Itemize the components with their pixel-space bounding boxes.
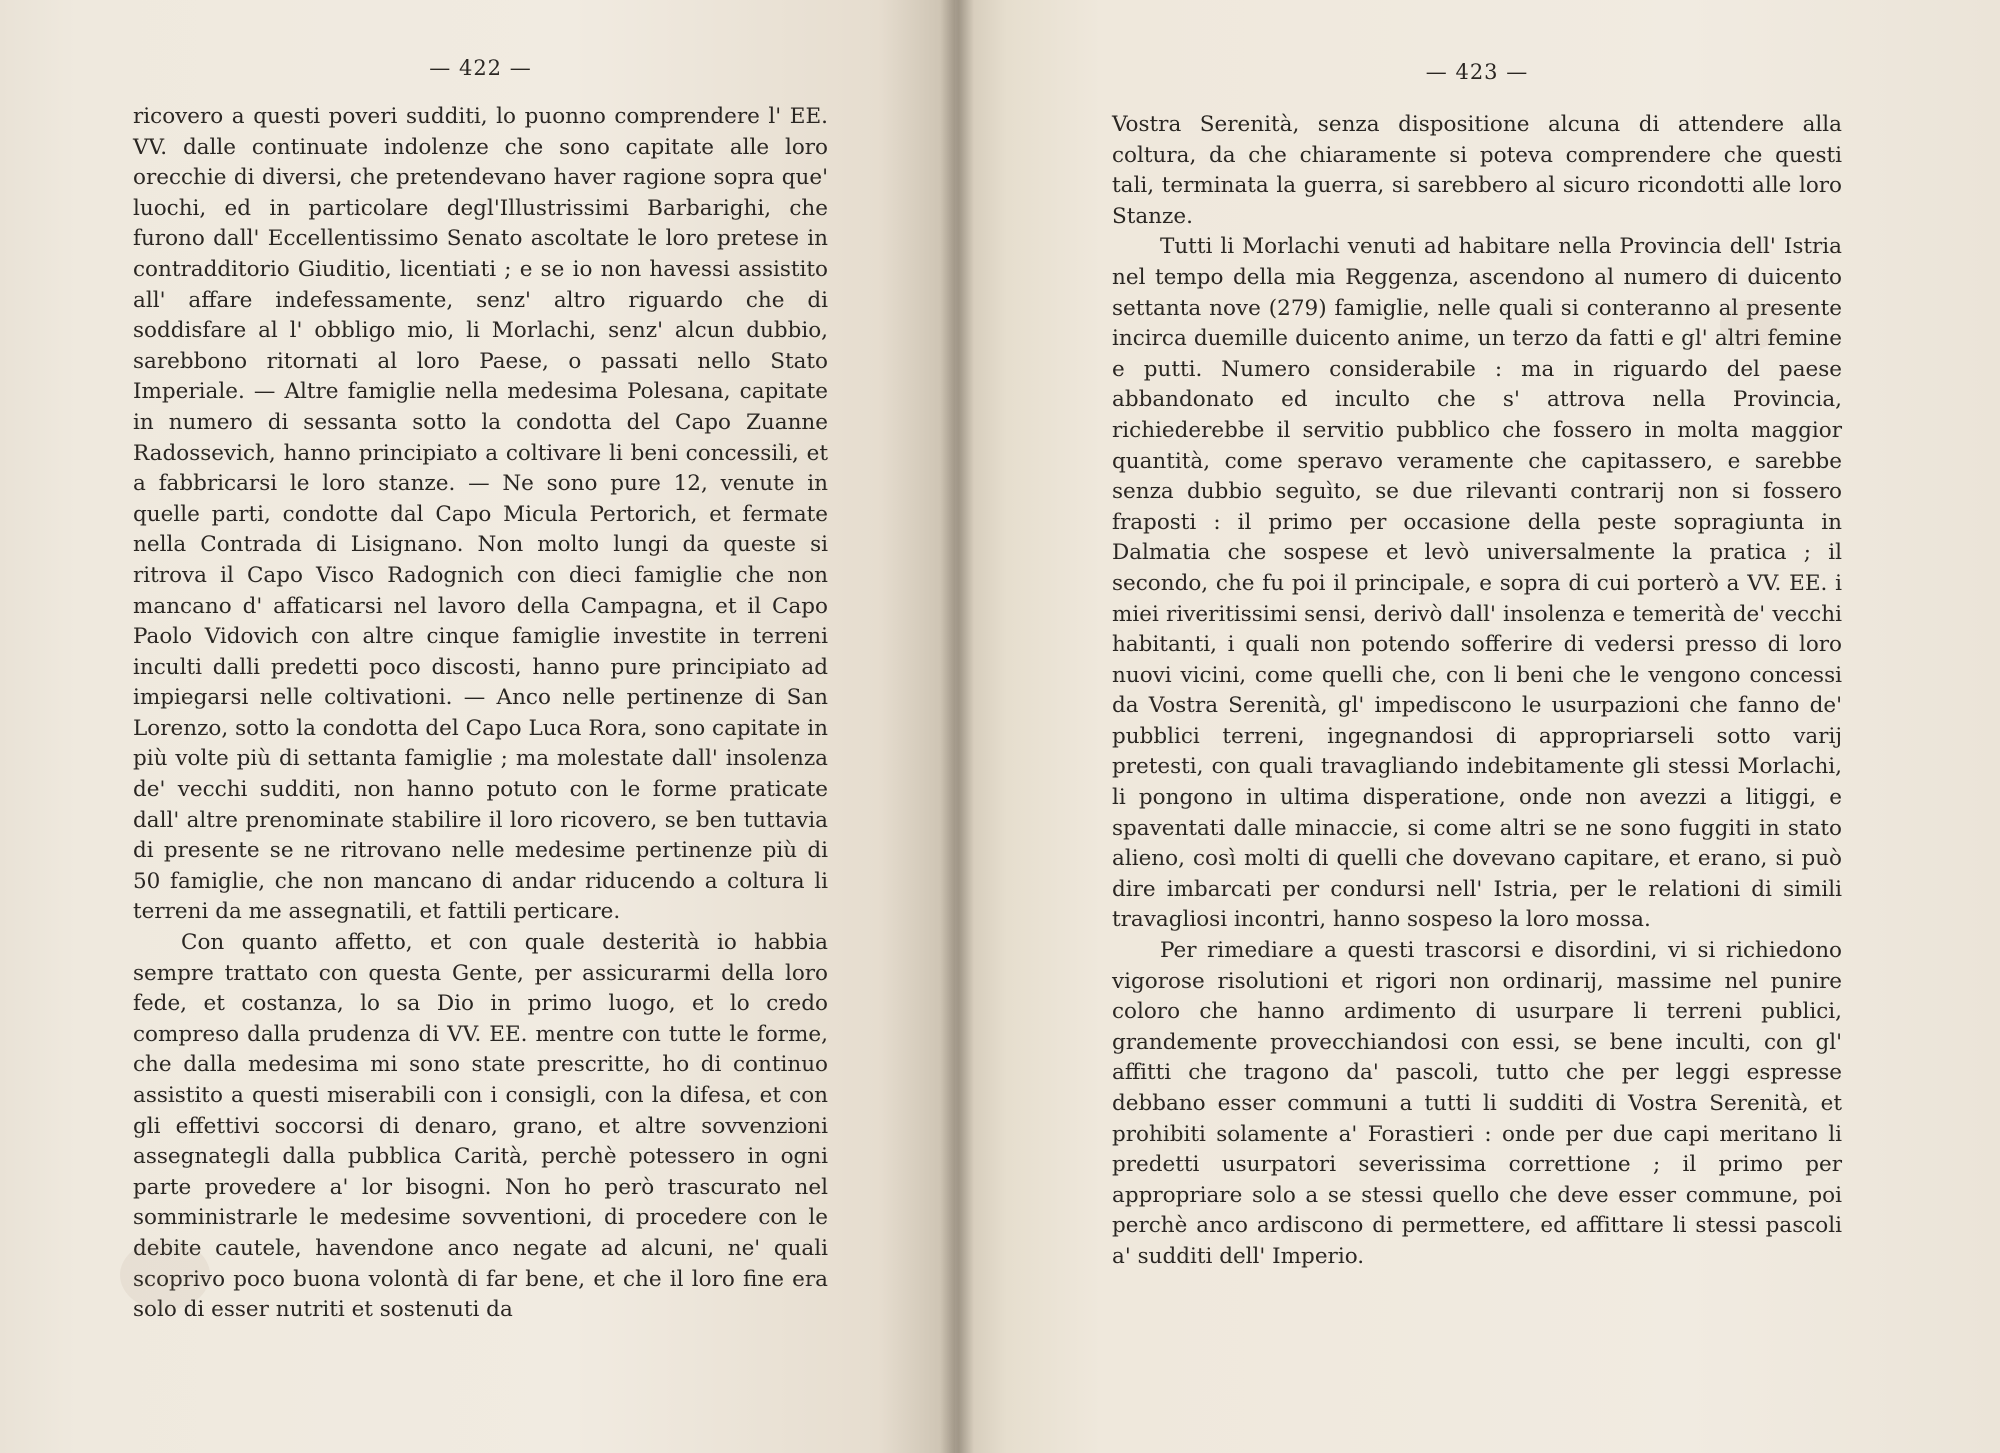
- left-page-text: [133, 102, 828, 1326]
- page-number-left: — 422 —: [429, 56, 532, 80]
- paper-stain: [1720, 300, 1780, 350]
- page-number-right: — 423 —: [1425, 60, 1529, 84]
- paragraph: Con quanto affetto, et con quale desterità io habbia sempre trattato con questa Gente, per assicurarmi della loro fede, et costanza, lo sa Dio in primo luogo, et lo credo compreso dalla prudenza di VV. EE. mentre con tutte le forme, che dalla medesima mi sono state prescritte, ho di continuo assistito a questi miserabili con i consigli, con la difesa, et con gli effettivi soccorsi di denaro, grano, et altre sovvenzioni assegnategli dalla pubblica Carità, perchè potessero in ogni parte provedere a' lor bisogni. Non ho però trascurato nel somministrarle le medesime sovventioni, di procedere con le debite cautele, havendone anco negate ad alcuni, ne' quali scoprivo poco buona volontà di far bene, et che il loro fine era solo di esser nutriti et sostenuti da: [133, 930, 828, 1323]
- paragraph: Per rimediare a questi trascorsi e disordini, vi si richiedono vigorose risolutioni et rigori non ordinarij, massime nel punire coloro che hanno ardimento di usurpare li terreni publici, grandemente provecchiandosi con essi, se bene inculti, con gl' affitti che tragono da' pascoli, tutto che per leggi espresse debbano esser communi a tutti li sudditi di Vostra Serenità, et prohibiti solamente a' Forastieri : onde per due capi meritano li predetti usurpatori severissima correttione ; il primo per appropriare solo a se stessi quello che deve esser commune, poi perchè anco ardiscono di permettere, ed affittare li stessi pascoli a' sudditi dell' Imperio.: [1112, 938, 1842, 1269]
- paragraph: Vostra Serenità, senza dispositione alcuna di attendere alla coltura, da che chiaramente si poteva comprendere che questi tali, terminata la guerra, si sarebbero al sicuro ricondotti alle loro Stanze.: [1112, 112, 1842, 229]
- right-page: [955, 0, 2000, 1453]
- right-page-text: [1112, 110, 1842, 1273]
- paper-stain: [120, 1240, 210, 1310]
- left-page: [0, 0, 955, 1453]
- paragraph: Tutti li Morlachi venuti ad habitare nella Provincia dell' Istria nel tempo della mia Reggenza, ascendono al numero di duicento settanta nove (279) famiglie, nelle quali si conteranno al presente incirca duemille duicento anime, un terzo da fatti e gl' altri femine e putti. Numero considerabile : ma in riguardo del paese abbandonato ed inculto che s' attrova nella Provincia, richiederebbe il servitio pubblico che fossero in molta maggior quantità, come speravo veramente che capitassero, e sarebbe senza dubbio seguìto, se due rilevanti contrarij non si fossero fraposti : il primo per occasione della peste sopragiunta in Dalmatia che sospese et levò universalmente la pratica ; il secondo, che fu poi il principale, e sopra di cui porterò a VV. EE. i miei riveritissimi sensi, derivò dall' insolenza e temerità de' vecchi habitanti, i quali non potendo sofferire di vedersi presso di loro nuovi vicini, come quelli che, con li beni che le vengono concessi da Vostra Serenità, gl' impediscono le usurpazioni che fanno de' pubblici terreni, ingegnandosi di appropriarseli sotto varij pretesti, con quali travagliando indebitamente gli stessi Morlachi, li pongono in ultima disperatione, onde non avezzi a litiggi, e spaventati dalle minaccie, si come altri se ne sono fuggiti in stato alieno, così molti di quelli che dovevano capitare, et erano, si può dire imbarcati per condursi nell' Istria, per le relationi di simili travagliosi incontri, hanno sospeso la loro mossa.: [1112, 234, 1842, 933]
- paragraph: ricovero a questi poveri sudditi, lo puonno comprendere l' EE. VV. dalle continuate indolenze che sono capitate alle loro orecchie di diversi, che pretendevano haver ragione sopra que' luochi, ed in particolare degl'Illustrissimi Barbarighi, che furono dall' Eccellentissimo Senato ascoltate le loro pretese in contradditorio Giuditio, licentiati ; e se io non havessi assistito all' affare indefessamente, senz' altro riguardo che di soddisfare al l' obbligo mio, li Morlachi, senz' alcun dubbio, sarebbono ritornati al loro Paese, o passati nello Stato Imperiale. — Altre famiglie nella medesima Polesana, capitate in numero di sessanta sotto la condotta del Capo Zuanne Radossevich, hanno principiato a coltivare li beni concessili, et a fabbricarsi le loro stanze. — Ne sono pure 12, venute in quelle parti, condotte dal Capo Micula Pertorich, et fermate nella Contrada di Lisignano. Non molto lungi da queste si ritrova il Capo Visco Radognich con dieci famiglie che non mancano d' affaticarsi nel lavoro della Campagna, et il Capo Paolo Vidovich con altre cinque famiglie investite in terreni inculti dalli predetti poco discosti, hanno pure principiato ad impiegarsi nelle coltivationi. — Anco nelle pertinenze di San Lorenzo, sotto la condotta del Capo Luca Rora, sono capitate in più volte più di settanta famiglie ; ma molestate dall' insolenza de' vecchi sudditi, non hanno potuto con le forme praticate dall' altre prenominate stabilire il loro ricovero, se ben tuttavia di presente se ne ritrovano nelle medesime pertinenze più di 50 famiglie, che non mancano di andar riducendo a coltura li terreni da me assegnatili, et fattili perticare.: [133, 104, 828, 925]
